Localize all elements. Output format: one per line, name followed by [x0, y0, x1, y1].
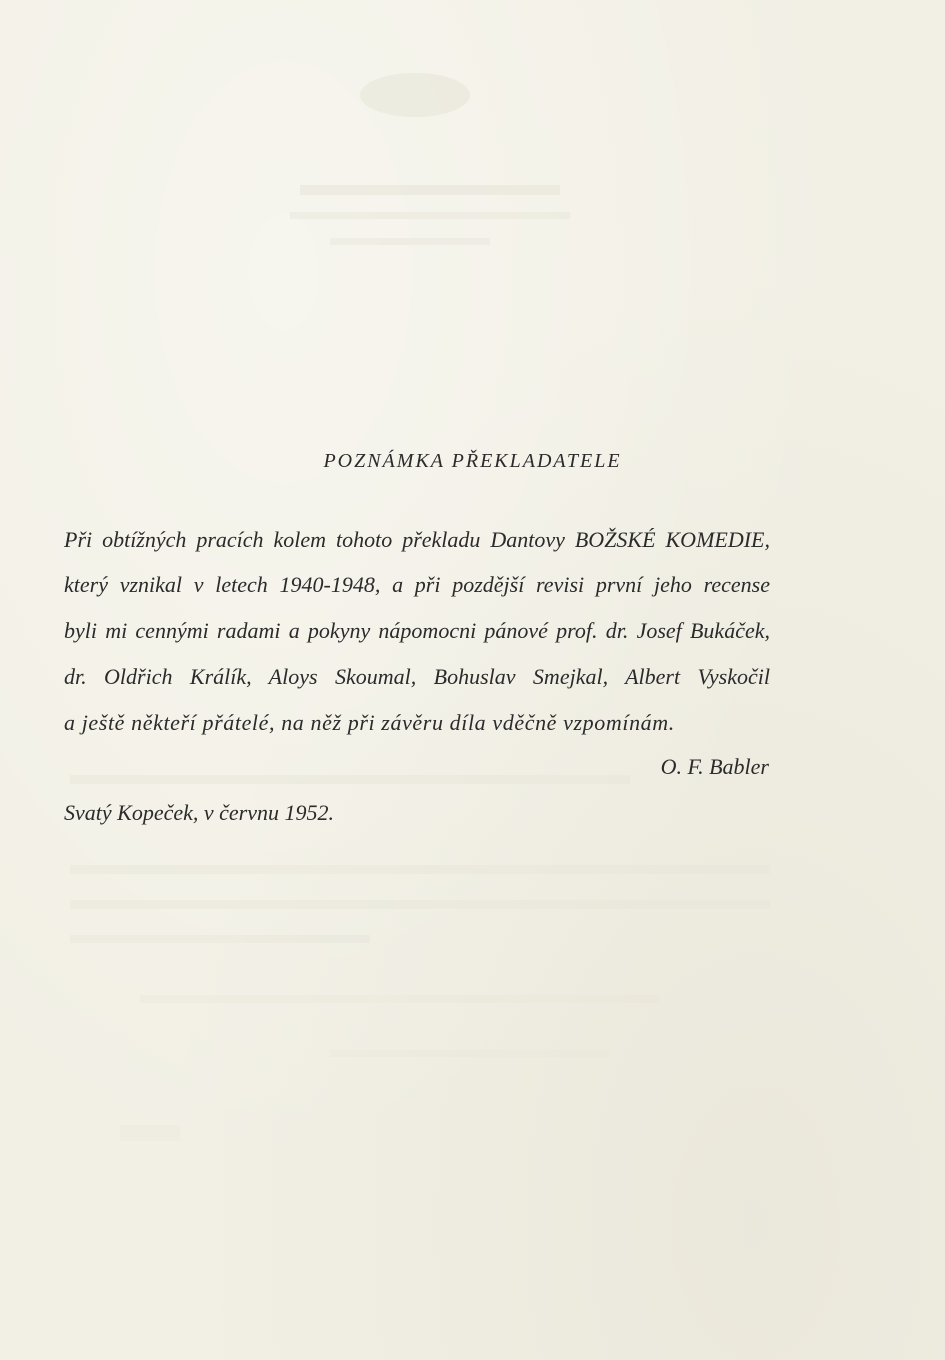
- page-heading: POZNÁMKA PŘEKLADATELE: [323, 450, 622, 472]
- note-line-1: Při obtížných pracích kolem tohoto překladu Dantovy BOŽSKÉ KOMEDIE,: [64, 527, 770, 552]
- note-line-3: byli mi cennými radami a pokyny nápomocni pánové prof. dr. Josef Bukáček,: [64, 618, 770, 643]
- place-and-date: Svatý Kopeček, v červnu 1952.: [64, 800, 334, 825]
- note-line-4: dr. Oldřich Králík, Aloys Skoumal, Bohuslav Smejkal, Albert Vyskočil: [64, 664, 770, 689]
- note-line-5: a ještě někteří přátelé, na něž při závěru díla vděčně vzpomínám.: [64, 710, 675, 735]
- note-line-2: který vznikal v letech 1940-1948, a při pozdější revisi první jeho recense: [64, 572, 770, 597]
- translator-signature: O. F. Babler: [660, 754, 769, 779]
